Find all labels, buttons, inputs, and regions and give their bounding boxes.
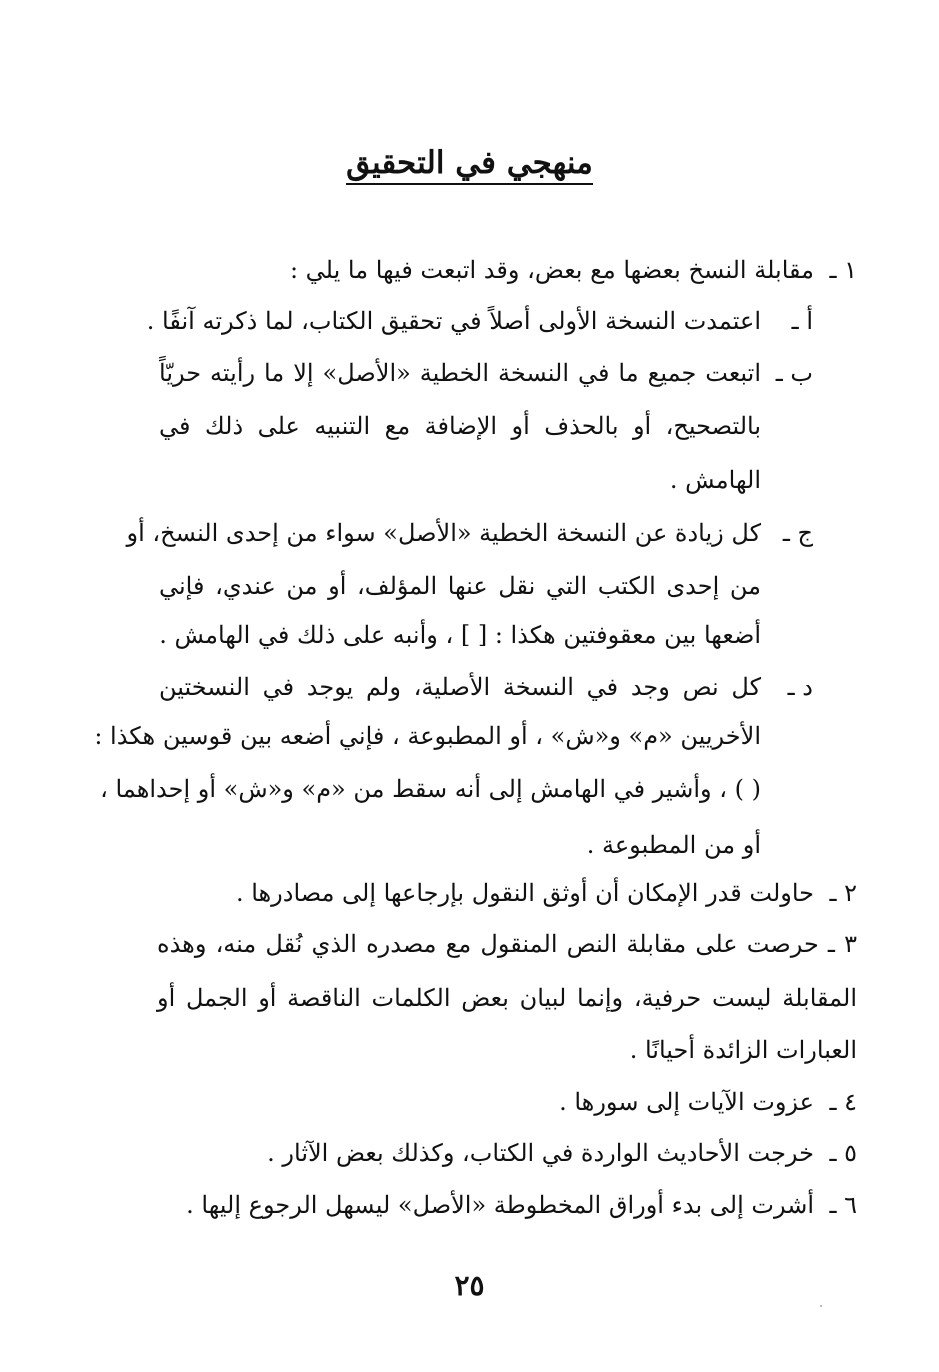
sub-d-line-1: كل نص وجد في النسخة الأصلية، ولم يوجد في النسختين [159, 673, 761, 701]
sub-d-line-3: ( ) ، وأشير في الهامش إلى أنه سقط من «م» و«ش» أو إحداهما ، [100, 775, 761, 803]
item-1-number: ١ ـ [829, 256, 857, 284]
item-1-line-1: مقابلة النسخ بعضها مع بعض، وقد اتبعت فيها ما يلي : [289, 256, 814, 284]
sub-b-line-1: اتبعت جميع ما في النسخة الخطية «الأصل» إلا ما رأيته حريّاً [159, 359, 761, 387]
sub-b-line-3: الهامش . [669, 466, 761, 494]
item-4-line-1: عزوت الآيات إلى سورها . [559, 1088, 814, 1116]
scan-speck [820, 1305, 822, 1307]
item-2-line-1: حاولت قدر الإمكان أن أوثق النقول بإرجاعها إلى مصادرها . [235, 879, 814, 907]
sub-c-line-3: أضعها بين معقوفتين هكذا : [ ] ، وأنبه على ذلك في الهامش . [159, 621, 761, 649]
item-4-number: ٤ ـ [829, 1088, 857, 1116]
sub-c-letter: ج ـ [782, 519, 813, 547]
page-number: ٢٥ [454, 1269, 485, 1302]
sub-a-letter: أ ـ [791, 307, 813, 335]
page-title-text: منهجي في التحقيق [346, 145, 593, 185]
item-6-line-1: أشرت إلى بدء أوراق المخطوطة «الأصل» ليسهل الرجوع إليها . [186, 1191, 814, 1219]
item-3-line-1: ٣ ـ حرصت على مقابلة النص المنقول مع مصدره الذي نُقل منه، وهذه [157, 930, 857, 958]
item-3-line-2: المقابلة ليست حرفية، وإنما لبيان بعض الكلمات الناقصة أو الجمل أو [157, 984, 857, 1012]
item-6-number: ٦ ـ [829, 1191, 857, 1219]
item-5-line-1: خرجت الأحاديث الواردة في الكتاب، وكذلك بعض الآثار . [267, 1139, 814, 1167]
item-5-number: ٥ ـ [829, 1139, 857, 1167]
page-title [0, 138, 939, 188]
sub-c-line-2: من إحدى الكتب التي نقل عنها المؤلف، أو من عندي، فإني [159, 572, 761, 600]
sub-a-line-1: اعتمدت النسخة الأولى أصلاً في تحقيق الكتاب، لما ذكرته آنفًا . [146, 307, 761, 335]
sub-d-letter: د ـ [787, 673, 813, 701]
sub-d-line-2: الأخريين «م» و«ش» ، أو المطبوعة ، فإني أضعه بين قوسين هكذا : [94, 722, 761, 750]
item-2-number: ٢ ـ [829, 879, 857, 907]
sub-b-line-2: بالتصحيح، أو بالحذف أو الإضافة مع التنبيه على ذلك في [159, 412, 761, 440]
sub-c-line-1: كل زيادة عن النسخة الخطية «الأصل» سواء من إحدى النسخ، أو [126, 519, 761, 547]
sub-d-line-4: أو من المطبوعة . [586, 831, 761, 859]
sub-b-letter: ب ـ [775, 359, 813, 387]
item-3-line-3: العبارات الزائدة أحيانًا . [629, 1036, 857, 1064]
